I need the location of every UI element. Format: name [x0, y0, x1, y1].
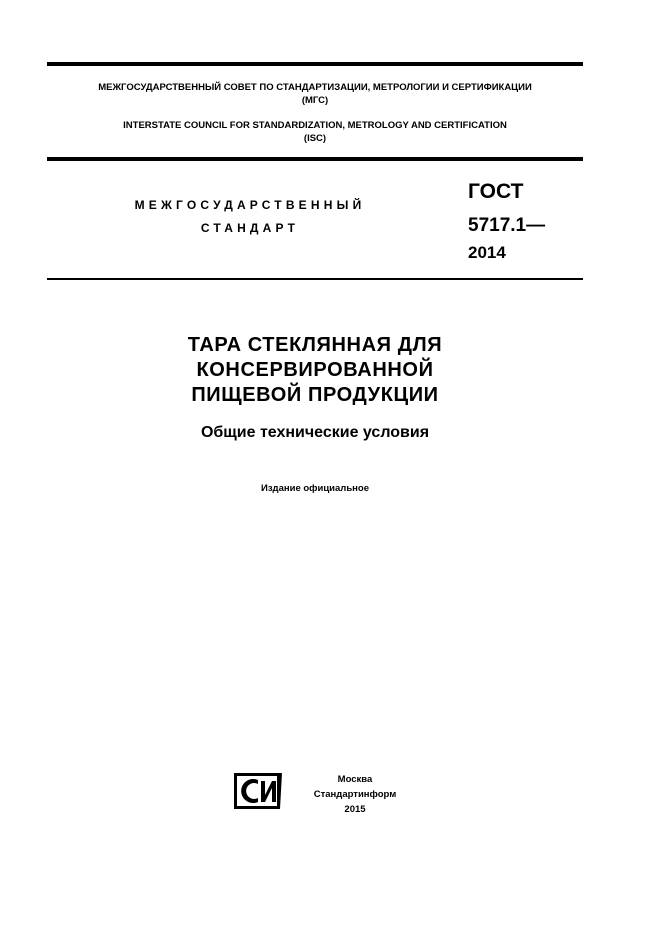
council-ru-name: МЕЖГОСУДАРСТВЕННЫЙ СОВЕТ ПО СТАНДАРТИЗАЦИИ, МЕТРОЛОГИИ И СЕРТИФИКАЦИИ [98, 82, 532, 93]
council-ru-abbr: (МГС) [301, 95, 329, 106]
standard-label-line2: СТАНДАРТ [200, 221, 300, 235]
gost-number: 5717.1— [468, 215, 546, 236]
document-title-line1: ТАРА СТЕКЛЯННАЯ ДЛЯ [187, 334, 443, 356]
publisher-name: Стандартинформ [313, 789, 397, 800]
council-en-abbr: (ISC) [303, 133, 327, 144]
document-title-line2: КОНСЕРВИРОВАННОЙ [196, 359, 434, 381]
publisher-city: Москва [337, 774, 373, 785]
council-ru [47, 81, 583, 107]
publisher-block [300, 772, 410, 817]
publisher-year: 2015 [344, 804, 366, 815]
header-bottom-rule [47, 157, 583, 161]
edition-label: Издание официальное [261, 483, 369, 494]
standartinform-logo-icon [234, 771, 286, 811]
standard-label-line1: МЕЖГОСУДАРСТВЕННЫЙ [134, 198, 366, 212]
document-subtitle: Общие технические условия [200, 424, 430, 441]
gost-year: 2014 [468, 243, 506, 262]
gost-prefix: ГОСТ [468, 180, 524, 203]
council-en [47, 119, 583, 145]
document-title-line3: ПИЩЕВОЙ ПРОДУКЦИИ [191, 384, 439, 406]
council-en-name: INTERSTATE COUNCIL FOR STANDARDIZATION, METROLOGY AND CERTIFICATION [123, 120, 507, 131]
standard-bottom-rule [47, 278, 583, 280]
top-rule [47, 62, 583, 66]
